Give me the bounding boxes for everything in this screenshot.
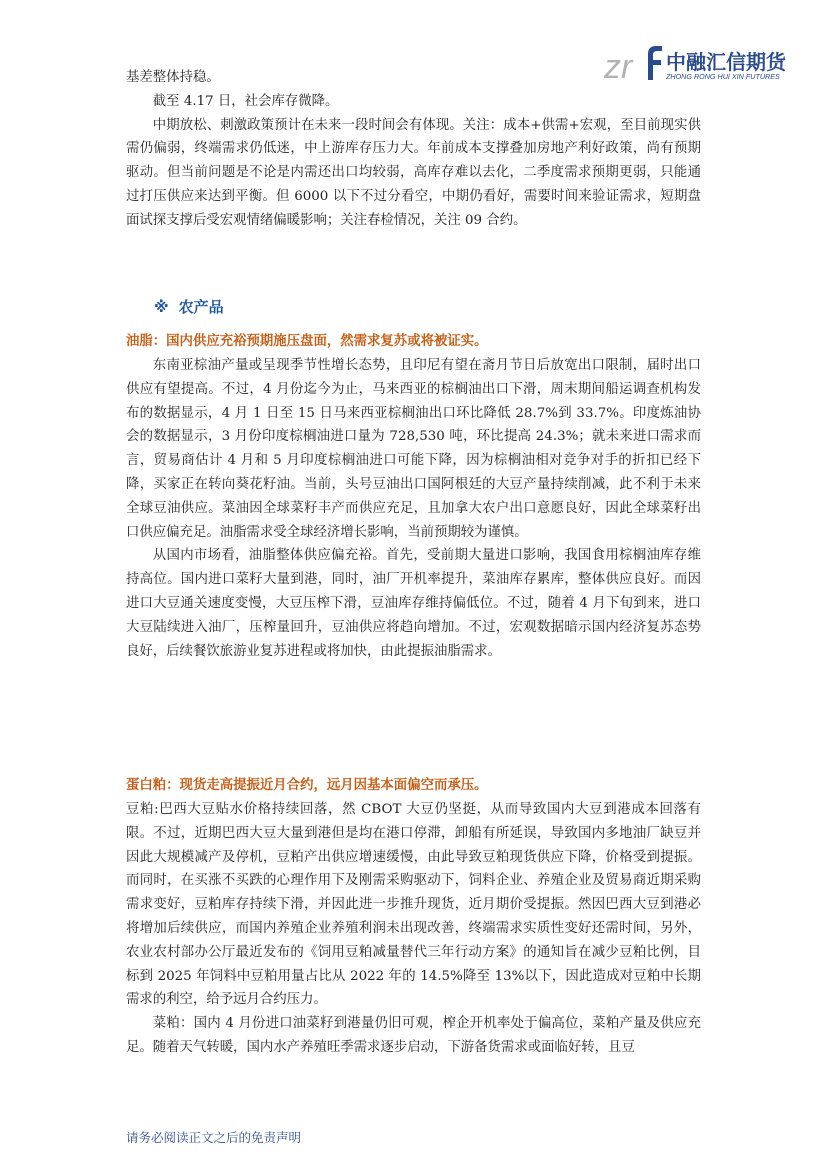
intro-paragraph-2: 截至 4.17 日，社会库存微降。 <box>152 93 339 109</box>
intro-paragraph-3: 中期放松、刺激政策预计在未来一段时间会有体现。关注：成本+供需+宏观，至目前现实供需仍偏弱，终端需求仍低迷，中上游库存压力大。年前成本支撑叠加房地产利好政策，尚有预期驱动。但当前问题是不论是内需还出口均较弱，高库存难以去化，二季度需求预期更弱，只能通过打压供应来达到平衡。但 6000 以下不过分看空，中期仍看好，需要时间来验证需求，短期盘面试探支撑后受宏观情绪偏暖影响；关注春检情况，关注 09 合约。 <box>126 117 701 228</box>
intro-paragraph-1: 基差整体持稳。 <box>126 70 220 85</box>
logo-english-name: ZHONG RONG HUI XIN FUTURES <box>666 72 780 81</box>
oils-heading: 油脂：国内供应充裕预期施压盘面，然需求复苏或将被证实。 <box>126 334 488 349</box>
intro-section <box>126 66 701 233</box>
meal-heading: 蛋白粕：现货走高提振近月合约，远月因基本面偏空而承压。 <box>126 778 488 793</box>
oils-paragraph-1: 东南亚棕油产量或呈现季节性增长态势，且印尼有望在斋月节日后放宽出口限制，届时出口供应有望提高。不过，4 月份迄今为止，马来西亚的棕榈油出口下滑，周末期间船运调查机构发布的数据显示，4 月 1 日至 15 日马来西亚棕榈油出口环比降低 28.7%到 33.7%。印度炼油协会的数据显示，3 月份印度棕榈油进口量为 728,530 吨，环比提高 24.3%；就未来进口需求而言，贸易商估计 4 月和 5 月印度棕榈油进口可能下降，因为棕榈油相对竞争对手的折扣已经下降，买家正在转向葵花籽油。当前，头号豆油出口国阿根廷的大豆产量持续削减，此不利于未来全球豆油供应。菜油因全球菜籽丰产而供应充足，且加拿大农户出口意愿良好，因此全球菜籽出口供应偏充足。油脂需求受全球经济增长影响，当前预期较为谨慎。 <box>126 358 701 540</box>
section-mark: ※ <box>154 298 169 316</box>
footer-disclaimer: 请务必阅读正文之后的免责声明 <box>126 1130 302 1145</box>
logo-chinese-name: 中融汇信期货 <box>666 50 786 74</box>
meal-paragraph-2: 菜粕：国内 4 月份进口油菜籽到港量仍旧可观，榨企开机率处于偏高位，菜粕产量及供应充足。随着天气转暖，国内水产养殖旺季需求逐步启动，下游备货需求或面临好转，且豆 <box>126 1016 701 1055</box>
svg-text:zr: zr <box>604 48 633 84</box>
oils-paragraph-2: 从国内市场看，油脂整体供应偏充裕。首先，受前期大量进口影响，我国食用棕榈油库存维持高位。国内进口菜籽大量到港，同时，油厂开机率提升，菜油库存累库，整体供应良好。而因进口大豆通关速度变慢，大豆压榨下滑，豆油库存维持偏低位。不过，随着 4 月下旬到来，进口大豆陆续进入油厂，压榨量回升，豆油供应将趋向增加。不过，宏观数据暗示国内经济复苏态势良好，后续餐饮旅游业复苏进程或将加快，由此提振油脂需求。 <box>126 548 701 659</box>
section-title-agriculture <box>154 296 224 317</box>
section-title-text: 农产品 <box>178 298 224 316</box>
meal-paragraph-1: 豆粕:巴西大豆贴水价格持续回落，然 CBOT 大豆仍坚挺，从而导致国内大豆到港成本回落有限。不过，近期巴西大豆大量到港但是均在港口停滞，卸船有所延误，导致国内多地油厂缺豆并因此大规模减产及停机，豆粕产出供应增速缓慢，由此导致豆粕现货供应下降，价格受到提振。而同时，在买涨不买跌的心理作用下及刚需采购驱动下，饲料企业、养殖企业及贸易商近期采购需求变好，豆粕库存持续下滑，并因此进一步推升现货，近月期价受提振。然因巴西大豆到港必将增加后续供应，而国内养殖企业养殖利润未出现改善，终端需求实质性变好还需时间，另外，农业农村部办公厅最近发布的《饲用豆粕减量替代三年行动方案》的通知旨在减少豆粕比例，目标到 2025 年饲料中豆粕用量占比从 2022 年的 14.5%降至 13%以下，因此造成对豆粕中长期需求的利空，给予远月合约压力。 <box>126 802 701 1008</box>
meal-section <box>126 774 701 1060</box>
oils-section <box>126 330 701 663</box>
